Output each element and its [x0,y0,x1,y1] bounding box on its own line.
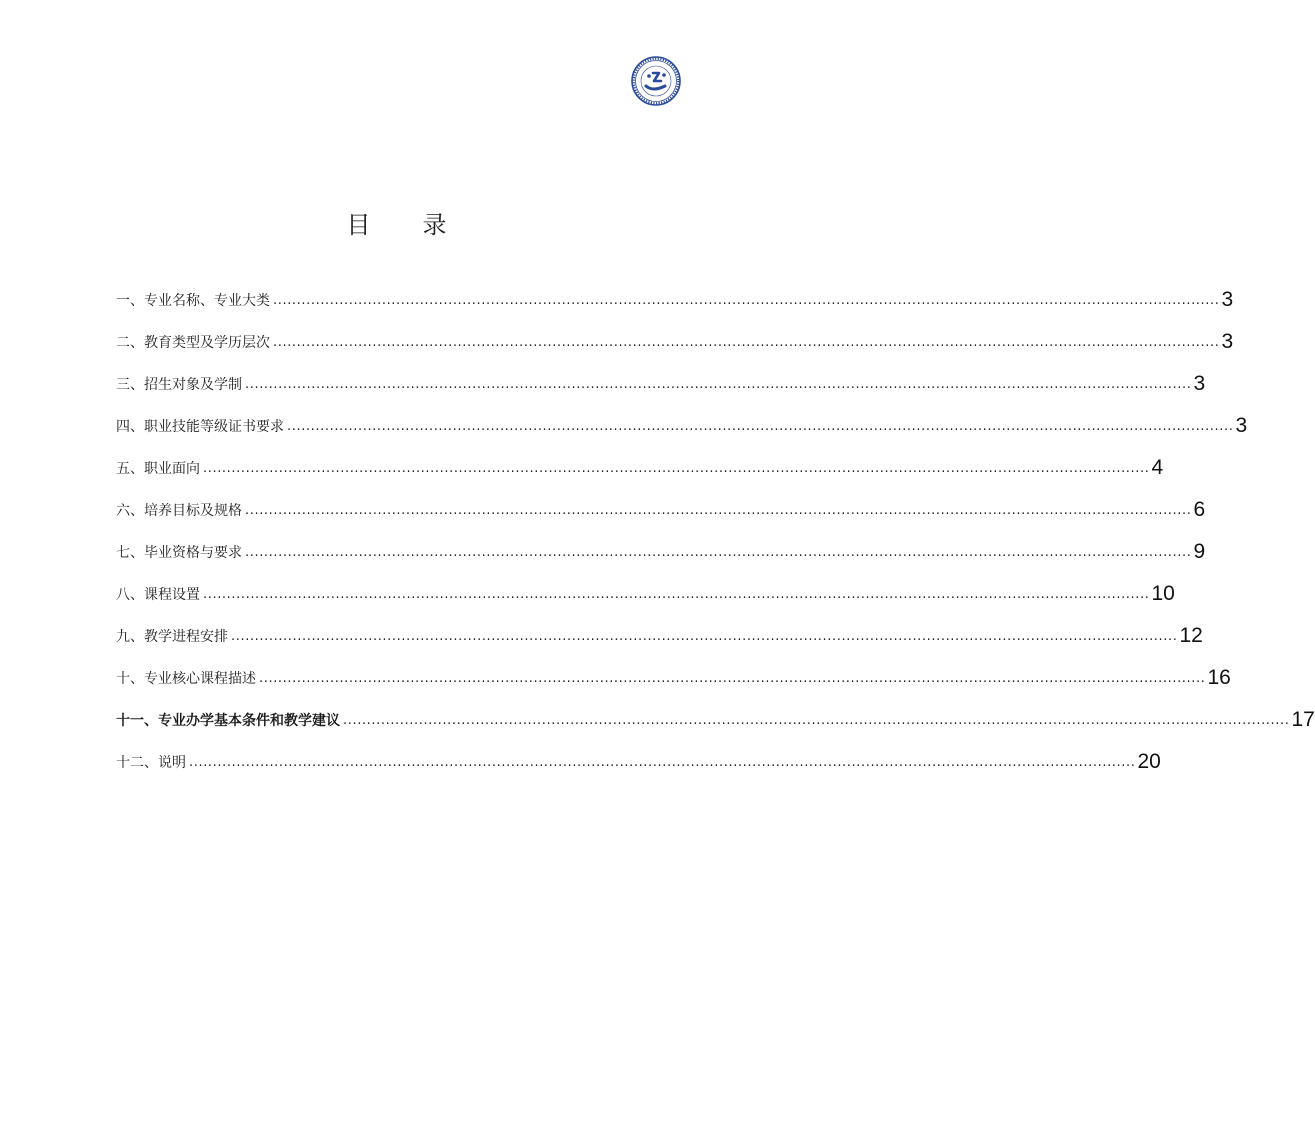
toc-dot-leader: ........................................................................................................................................................................................................ [245,503,1192,518]
toc-entry-label: 五、职业面向 [116,461,200,477]
toc-dot-leader: ........................................................................................................................................................................................................ [245,545,1192,560]
toc-entry[interactable] [116,438,1164,480]
toc-entry-page-number: 3 [1235,414,1248,437]
toc-entry-page-number: 10 [1151,582,1175,605]
toc-entry[interactable] [116,396,1248,438]
toc-entry-page-number: 9 [1193,540,1206,563]
toc-entry-page-number: 4 [1151,456,1164,479]
toc-entry-page-number: 20 [1137,750,1161,773]
toc-entry-page-number: 16 [1207,666,1231,689]
toc-entry-page-number: 12 [1179,624,1203,647]
toc-entry-label: 三、招生对象及学制 [116,377,242,393]
toc-dot-leader: ........................................................................................................................................................................................................ [203,461,1150,476]
toc-entry-page-number: 3 [1221,288,1234,311]
toc-entry-page-number: 3 [1221,330,1234,353]
toc-dot-leader: ........................................................................................................................................................................................................ [231,629,1178,644]
toc-dot-leader: ........................................................................................................................................................................................................ [259,671,1206,686]
toc-entry-label: 二、教育类型及学历层次 [116,335,270,351]
toc-entry[interactable] [116,732,1161,774]
title-char-2: 录 [422,211,447,239]
toc-entry-label: 八、课程设置 [116,587,200,603]
toc-entry-label: 十二、说明 [116,755,186,771]
toc-entry[interactable] [116,354,1206,396]
toc-entry[interactable] [116,564,1175,606]
toc-entry-page-number: 17 [1291,708,1315,731]
toc-entry-page-number: 6 [1193,498,1206,521]
page-title [0,205,793,240]
toc-entry-label: 十一、专业办学基本条件和教学建议 [116,713,340,729]
toc-dot-leader: ........................................................................................................................................................................................................ [245,377,1192,392]
toc-dot-leader: ........................................................................................................................................................................................................ [343,713,1290,728]
toc-entry-label: 十、专业核心课程描述 [116,671,256,687]
title-char-1: 目 [346,211,371,239]
toc-entry-label: 一、专业名称、专业大类 [116,293,270,309]
toc-entry[interactable] [116,648,1231,690]
toc-entry[interactable] [116,606,1203,648]
toc-dot-leader: ........................................................................................................................................................................................................ [273,335,1220,350]
toc-entry[interactable] [116,480,1206,522]
toc-entry[interactable] [116,312,1234,354]
toc-entry-label: 七、毕业资格与要求 [116,545,242,561]
toc-dot-leader: ........................................................................................................................................................................................................ [287,419,1234,434]
toc-dot-leader: ........................................................................................................................................................................................................ [273,293,1220,308]
toc-entry-label: 四、职业技能等级证书要求 [116,419,284,435]
toc-entry-label: 六、培养目标及规格 [116,503,242,519]
toc-entry-label: 九、教学进程安排 [116,629,228,645]
toc-entry[interactable] [116,690,1315,732]
toc-entry[interactable] [116,270,1234,312]
toc-dot-leader: ........................................................................................................................................................................................................ [203,587,1150,602]
school-emblem-icon [631,56,681,106]
table-of-contents [116,270,1315,774]
toc-entry[interactable] [116,522,1206,564]
toc-dot-leader: ........................................................................................................................................................................................................ [189,755,1136,770]
toc-entry-page-number: 3 [1193,372,1206,395]
